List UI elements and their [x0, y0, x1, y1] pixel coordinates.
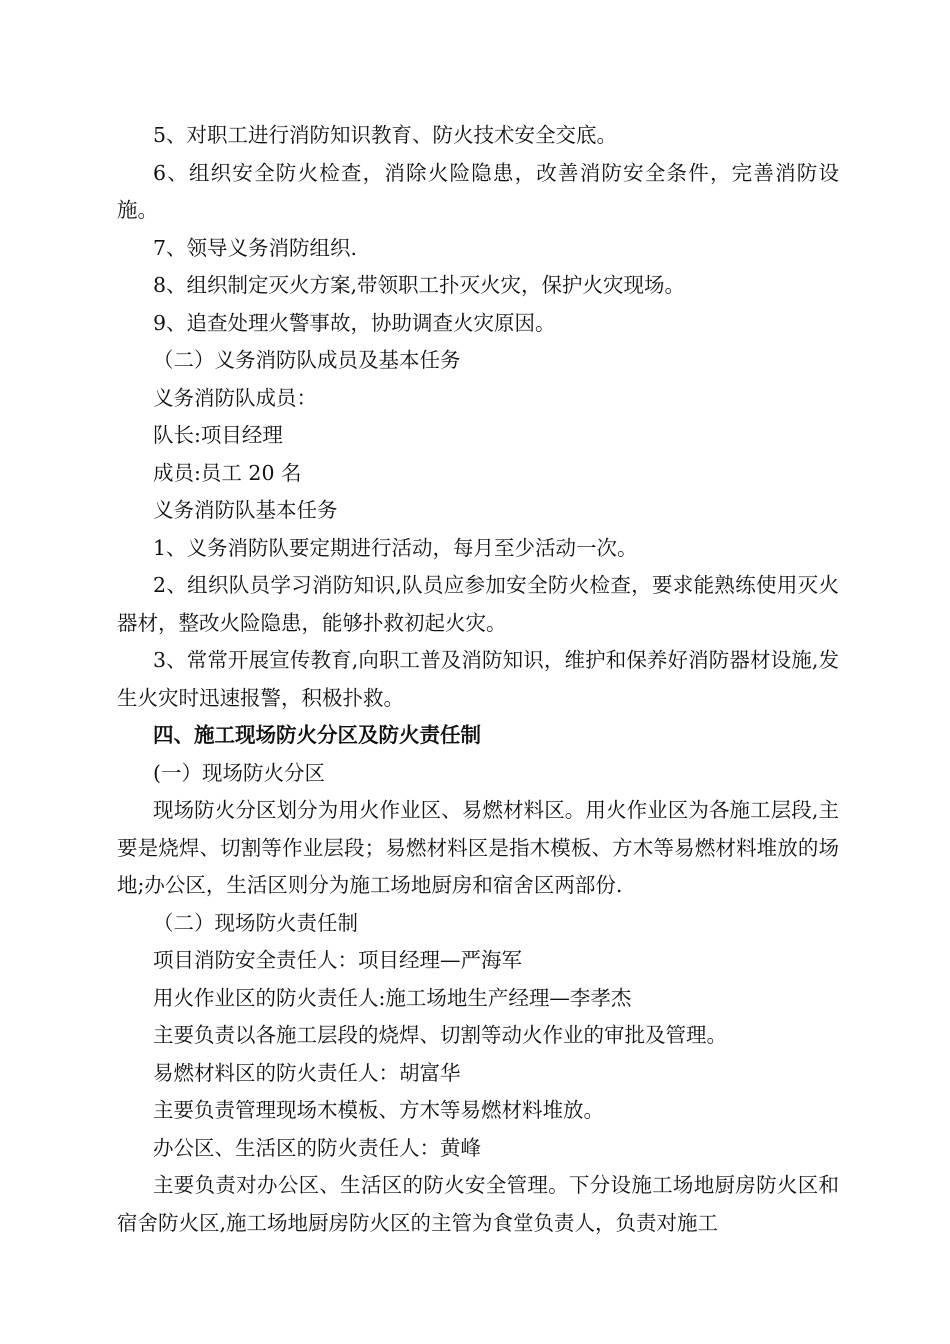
- paragraph: 队长:项目经理: [153, 423, 283, 447]
- paragraph: 1、义务消防队要定期进行活动，每月至少活动一次。: [153, 535, 638, 560]
- section-heading: （二）义务消防队成员及基本任务: [153, 348, 461, 372]
- paragraph: 义务消防队基本任务: [153, 498, 338, 522]
- paragraph: 主要负责以各施工层段的烧焊、切割等动火作业的审批及管理。: [153, 1023, 727, 1047]
- paragraph: 2、组织队员学习消防知识,队员应参加安全防火检查，要求能熟练使用灭火器材，整改火险隐患，能够扑救初起火灾。: [117, 573, 839, 635]
- paragraph: 3、常常开展宣传教育,向职工普及消防知识，维护和保养好消防器材设施,发生火灾时迅速报警，积极扑救。: [117, 648, 839, 710]
- document-body: [117, 117, 839, 1242]
- paragraph: 义务消防队成员：: [153, 385, 317, 410]
- paragraph: 9、追查处理火警事故，协助调查火灾原因。: [153, 310, 556, 335]
- paragraph: 成员:员工 20 名: [153, 460, 302, 485]
- paragraph: 主要负责管理现场木模板、方木等易燃材料堆放。: [153, 1098, 604, 1122]
- paragraph: 8、组织制定灭火方案,带领职工扑灭火灾，保护火灾现场。: [153, 273, 686, 297]
- paragraph: 办公区、生活区的防火责任人：黄峰: [153, 1135, 481, 1160]
- paragraph: 5、对职工进行消防知识教育、防火技术安全交底。: [153, 123, 618, 147]
- paragraph: 现场防火分区划分为用火作业区、易燃材料区。用火作业区为各施工层段,主要是烧焊、切割等作业层段；易燃材料区是指木模板、方木等易燃材料堆放的场地;办公区，生活区则分为施工场地厨房和宿舍区两部份.: [117, 798, 839, 897]
- paragraph: 易燃材料区的防火责任人：胡富华: [153, 1060, 461, 1085]
- section-heading: （二）现场防火责任制: [153, 910, 358, 935]
- paragraph: 主要负责对办公区、生活区的防火安全管理。下分设施工场地厨房防火区和宿舍防火区,施工场地厨房防火区的主管为食堂负责人，负责对施工: [117, 1173, 839, 1235]
- paragraph: 7、领导义务消防组织.: [153, 235, 358, 260]
- paragraph: 用火作业区的防火责任人:施工场地生产经理—李孝杰: [153, 985, 632, 1010]
- paragraph: 项目消防安全责任人：项目经理—严海军: [153, 948, 522, 972]
- paragraph: 6、组织安全防火检查，消除火险隐患，改善消防安全条件，完善消防设施。: [117, 160, 839, 222]
- chapter-heading: 四、施工现场防火分区及防火责任制: [153, 723, 481, 747]
- section-heading: (一）现场防火分区: [153, 760, 325, 785]
